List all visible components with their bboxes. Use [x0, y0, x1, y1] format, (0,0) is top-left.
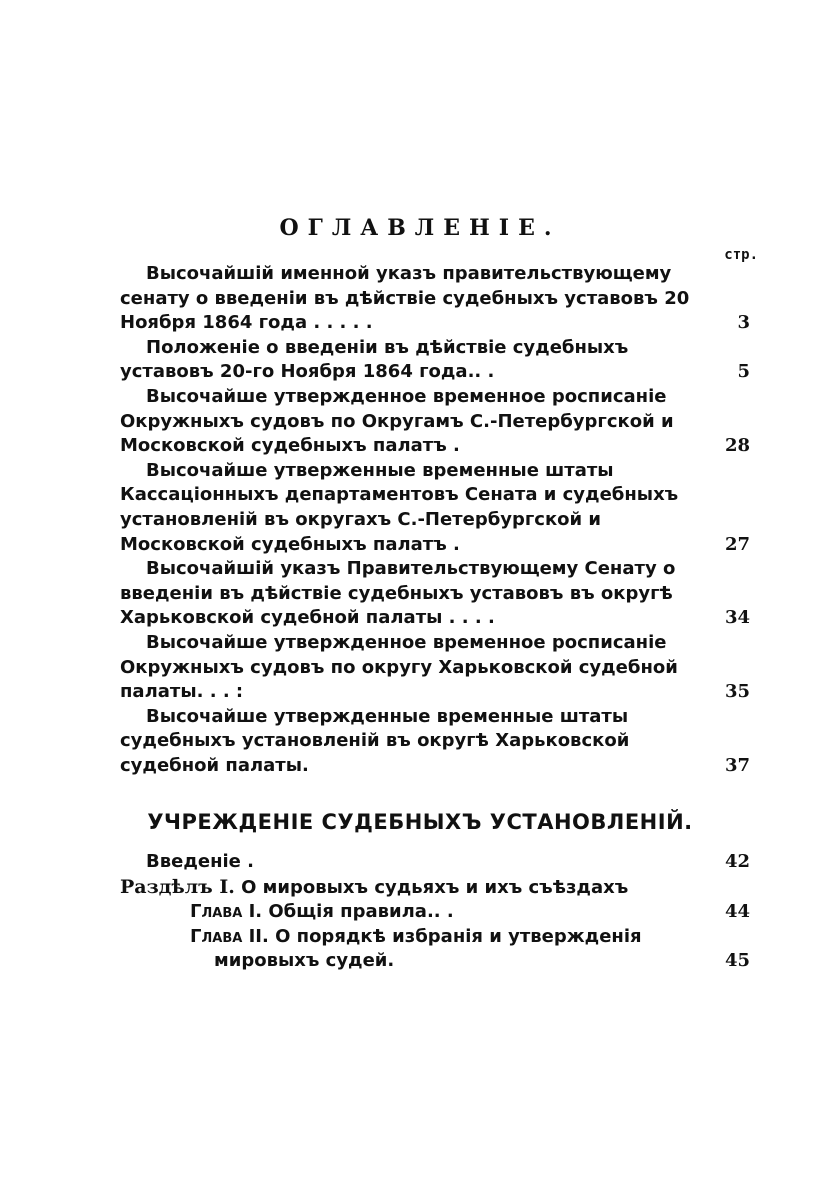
- toc-entry-page: 27: [724, 533, 750, 555]
- toc-entry: [120, 336, 760, 385]
- section-entry-part: [120, 875, 760, 901]
- toc-entry: [120, 385, 760, 459]
- section-toc-list: [120, 850, 760, 974]
- toc-entry: [120, 557, 760, 631]
- toc-entry-text: О порядкѣ избранія и утвержденія мировыхъ судей.: [214, 925, 642, 972]
- toc-entry-text: Высочайше утвержденное временное росписаніе Окружныхъ судовъ по округу Харьковской судебной палаты. . . :: [120, 631, 678, 703]
- toc-entry: [120, 459, 760, 557]
- toc-entry-text: Высочайше утвержденное временное росписаніе Окружныхъ судовъ по Округамъ С.-Петербургской и Московской судебныхъ палатъ .: [120, 385, 674, 457]
- section-entry-chapter: [120, 925, 760, 974]
- chapter-label: Глава I.: [190, 901, 263, 923]
- section-title: УЧРЕЖДЕНІЕ СУДЕБНЫХЪ УСТАНОВЛЕНІЙ.: [147, 810, 693, 834]
- toc-entry-text: Введеніе .: [146, 851, 254, 872]
- toc-entry-text: О мировыхъ судьяхъ и ихъ съѣздахъ: [234, 876, 629, 898]
- toc-entry-page: 5: [737, 361, 750, 383]
- toc-entry: [120, 631, 760, 705]
- toc-entry-page: 3: [737, 312, 750, 334]
- page-title: ОГЛАВЛЕНІЕ.: [279, 215, 561, 241]
- toc-entry-text: Высочайше утвержденные временные штаты судебныхъ установленій въ округѣ Харьковской судебной палаты.: [120, 705, 630, 776]
- toc-entry: [120, 262, 760, 336]
- toc-entry-text: Положеніе о введеніи въ дѣйствіе судебныхъ уставовъ 20-го Ноября 1864 года.. .: [120, 336, 629, 383]
- toc-entry-text: Общія правила.. .: [262, 901, 454, 923]
- chapter-label: Глава II.: [190, 925, 269, 947]
- toc-list: [120, 262, 760, 778]
- page-column-label: стр.: [724, 247, 758, 263]
- toc-entry-page: 34: [724, 607, 750, 629]
- toc-entry-text: Высочайшій указъ Правительствующему Сенату о введеніи въ дѣйствіе судебныхъ уставовъ въ округѣ Харьковской судебной палаты . . . .: [120, 558, 676, 629]
- toc-entry-page: 35: [724, 681, 750, 703]
- part-label: Раздѣлъ I.: [120, 875, 235, 898]
- toc-entry-page: 28: [724, 435, 750, 457]
- section-entry-introduction: [120, 850, 760, 875]
- toc-entry-page: 42: [724, 851, 750, 872]
- toc-entry-page: 37: [724, 754, 750, 776]
- toc-entry: [120, 705, 760, 779]
- toc-entry-page: 45: [724, 950, 750, 972]
- toc-entry-text: Высочайше утверженные временные штаты Кассаціонныхъ департаментовъ Сената и судебныхъ установленій въ округахъ С.-Петербургской и Московской судебныхъ палатъ .: [120, 459, 679, 555]
- section-entry-chapter: [120, 900, 760, 925]
- toc-entry-text: Высочайшій именной указъ правительствующему сенату о введеніи въ дѣйствіе судебныхъ уставовъ 20 Ноября 1864 года . . . . .: [120, 263, 690, 334]
- toc-entry-page: 44: [724, 901, 750, 923]
